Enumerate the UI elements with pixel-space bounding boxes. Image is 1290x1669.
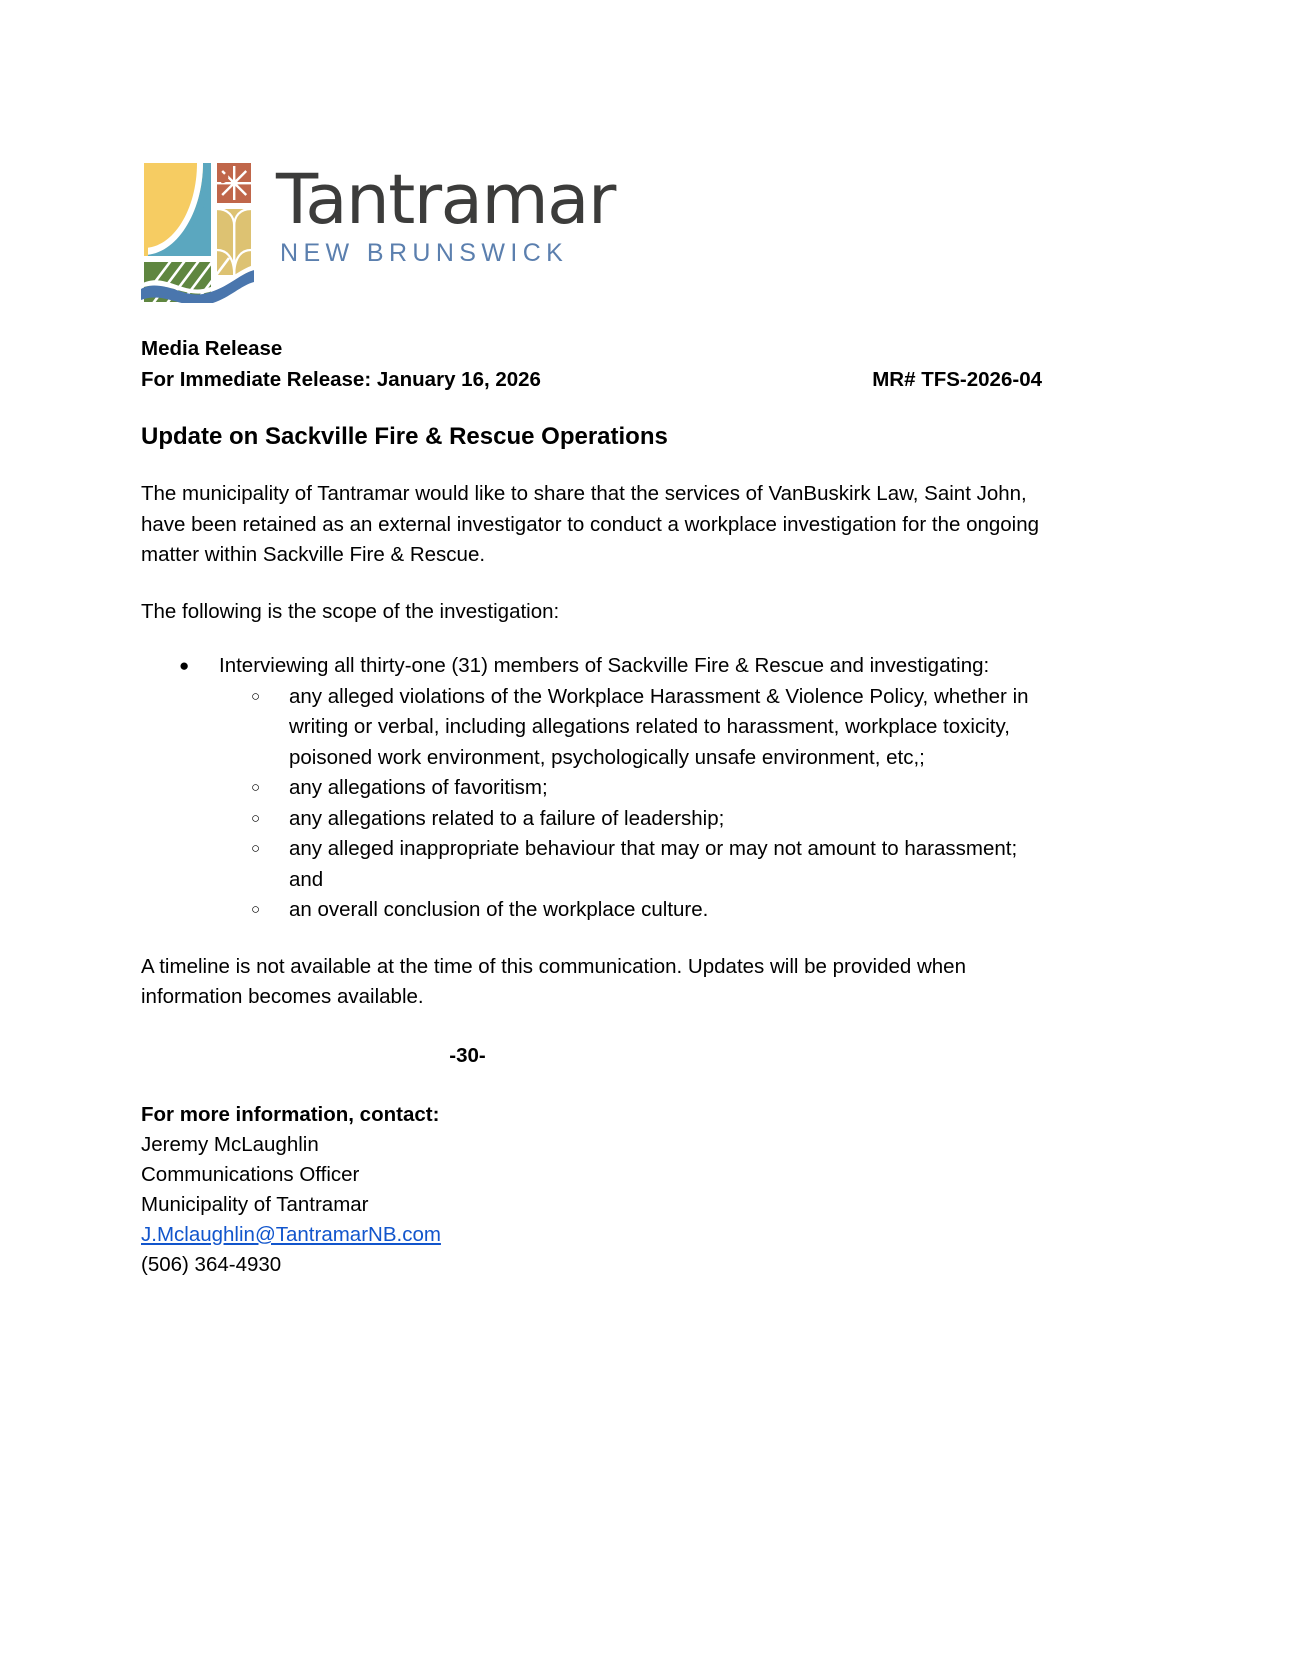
- media-release-label: Media Release: [141, 337, 283, 360]
- scope-sublist: [219, 682, 1054, 926]
- paragraph-intro: The municipality of Tantramar would like to share that the services of VanBuskirk Law, Saint John, have been retained as an external investigator to conduct a workplace investigation for the ongoing matter within Sackville Fire & Rescue.: [141, 482, 1040, 566]
- tantramar-logo: [141, 158, 615, 303]
- scope-list: [141, 651, 1054, 926]
- list-item-primary-label: Interviewing all thirty-one (31) members of Sackville Fire & Rescue and investigating:: [219, 654, 990, 677]
- media-release-label-row: [141, 333, 1054, 364]
- contact-email-link[interactable]: J.Mclaughlin@TantramarNB.com: [141, 1222, 441, 1246]
- release-info-row: [141, 364, 1054, 395]
- list-item: [219, 804, 1054, 835]
- logo-subtitle-text: NEW BRUNSWICK: [280, 239, 569, 267]
- contact-organization: Municipality of Tantramar: [141, 1192, 369, 1216]
- contact-heading: For more information, contact:: [141, 1102, 440, 1126]
- paragraph-scope-lead: The following is the scope of the investigation:: [141, 599, 560, 623]
- end-marker: -30-: [449, 1043, 486, 1067]
- list-item-label: any alleged inappropriate behaviour that may or may not amount to harassment; and: [289, 837, 1018, 891]
- bullet-circle-icon: ○: [251, 779, 261, 796]
- paragraph-timeline: A timeline is not available at the time of this communication. Updates will be provided when information becomes available.: [141, 954, 966, 1008]
- list-item-label: any allegations related to a failure of leadership;: [289, 806, 725, 830]
- release-date-line: For Immediate Release: January 16, 2026: [141, 368, 541, 391]
- list-item: [219, 834, 1054, 895]
- reference-number: MR# TFS-2026-04: [872, 368, 1042, 391]
- list-item-label: an overall conclusion of the workplace culture.: [289, 898, 709, 921]
- list-item: [219, 895, 1054, 926]
- list-item: [219, 682, 1054, 774]
- contact-name: Jeremy McLaughlin: [141, 1132, 319, 1156]
- list-item: [219, 773, 1054, 804]
- logo-wordmark-text: Tantramar: [276, 160, 615, 240]
- list-item-primary: [141, 651, 1054, 926]
- contact-phone: (506) 364-4930: [141, 1252, 282, 1276]
- list-item-label: any allegations of favoritism;: [289, 776, 548, 799]
- logo-wordmark-block: [276, 158, 615, 268]
- page-title: Update on Sackville Fire & Rescue Operations: [141, 423, 668, 450]
- bullet-disc-icon: ●: [179, 656, 190, 675]
- document-body: [141, 333, 1054, 1280]
- contact-block: [141, 1100, 1054, 1280]
- tantramar-logo-mark-icon: [141, 158, 254, 303]
- list-item-label: any alleged violations of the Workplace Harassment & Violence Policy, whether in writing or verbal, including allegations related to harassment, workplace toxicity, poisoned work environment, psychologically unsafe environment, etc,;: [289, 684, 1029, 769]
- bullet-circle-icon: ○: [251, 809, 261, 827]
- bullet-circle-icon: ○: [251, 901, 261, 918]
- contact-role: Communications Officer: [141, 1162, 360, 1186]
- bullet-circle-icon: ○: [251, 840, 261, 857]
- bullet-circle-icon: ○: [251, 687, 261, 705]
